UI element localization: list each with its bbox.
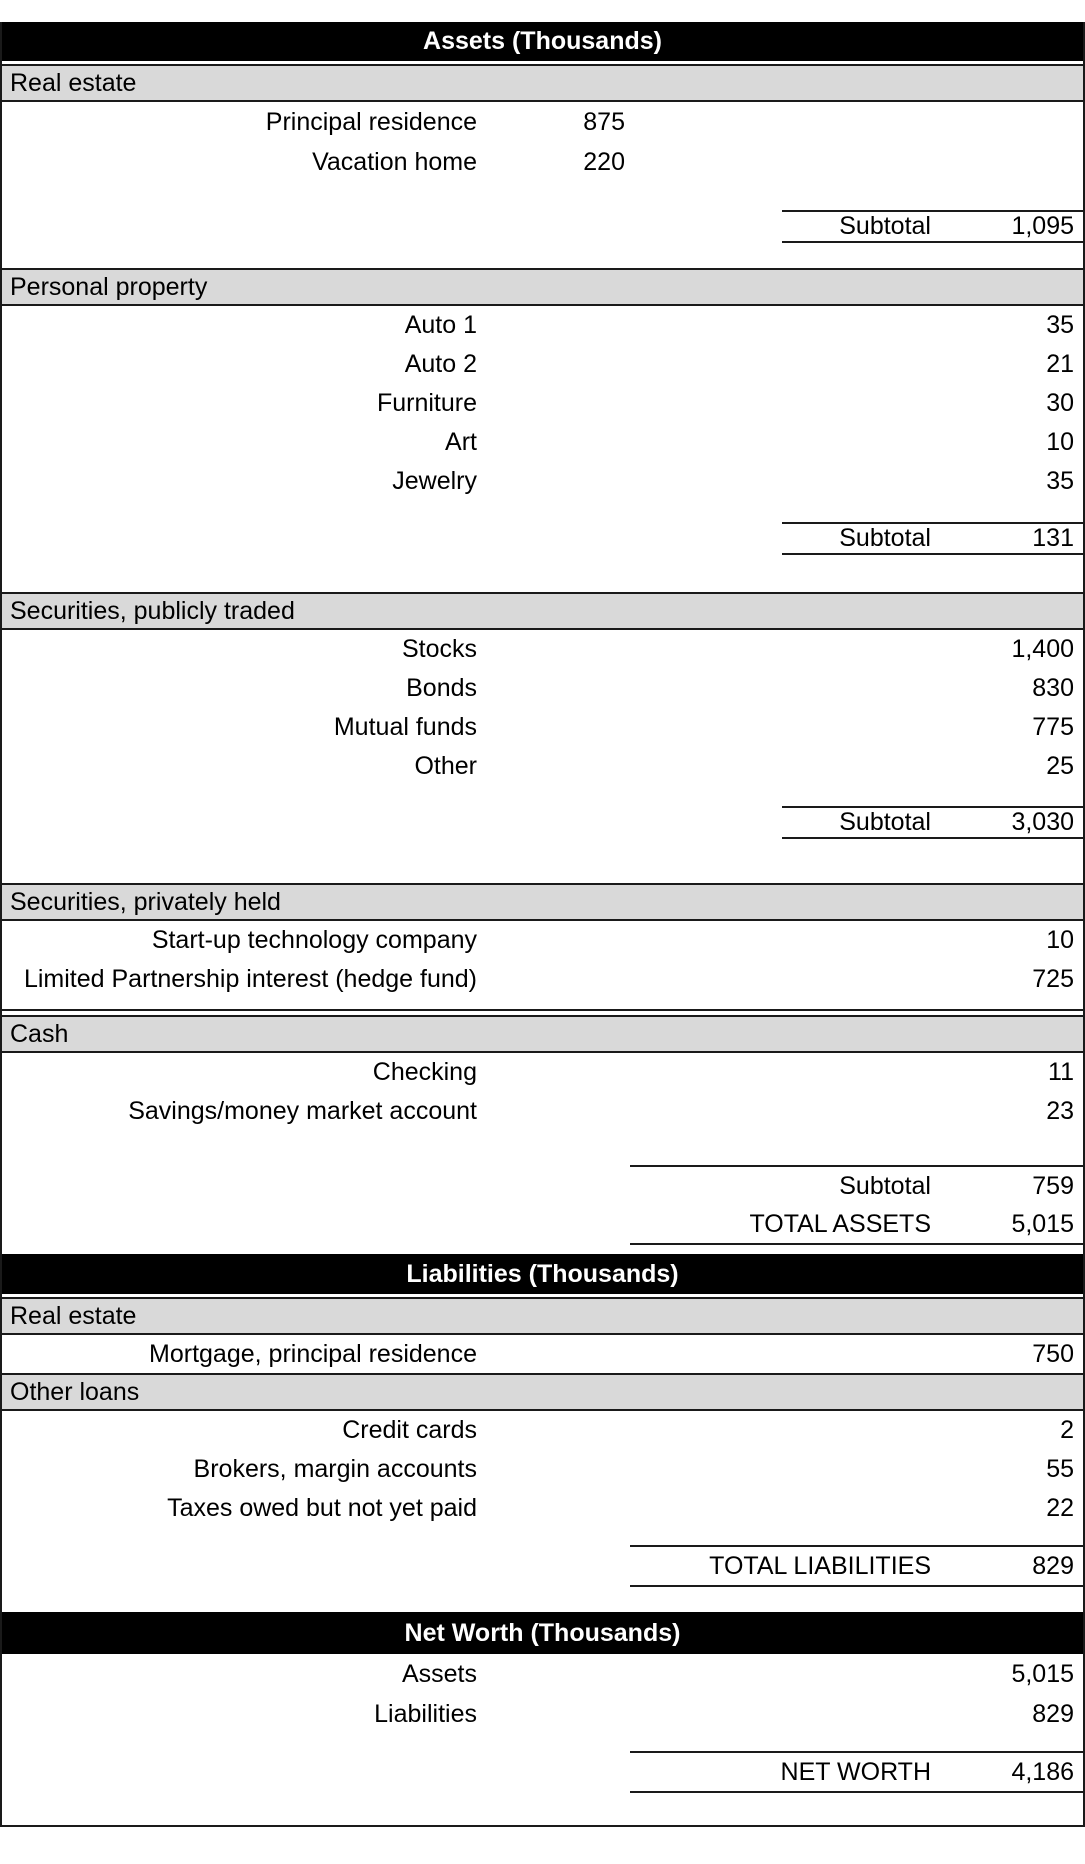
section-band-other-loans: [2, 1373, 1083, 1411]
row-value-mid: 875: [583, 107, 625, 136]
totals-block-liabilities: [630, 1545, 1083, 1587]
spacer: [2, 1734, 1083, 1751]
section-label: Personal property: [10, 272, 208, 301]
row-value: 830: [1032, 674, 1074, 702]
subtotal-label: Subtotal: [839, 1171, 931, 1200]
section-label: Real estate: [10, 68, 137, 97]
row-label: Mutual funds: [333, 713, 477, 741]
spacer: [2, 786, 1083, 806]
subtotal-value: 131: [1032, 524, 1074, 552]
table-row: [2, 1335, 1083, 1373]
row-label: Liabilities: [374, 1699, 477, 1728]
section-label: Securities, privately held: [10, 887, 281, 916]
table-row: [2, 1654, 1083, 1694]
row-value: 5,015: [1011, 1659, 1074, 1688]
table-row: [2, 960, 1083, 999]
subtotal-value: 1,095: [1011, 212, 1074, 240]
total-label: TOTAL ASSETS: [749, 1209, 931, 1238]
table-row: [2, 708, 1083, 747]
row-value: 829: [1032, 1699, 1074, 1728]
total-row: [630, 1753, 1083, 1791]
net-worth-title: Net Worth (Thousands): [404, 1618, 681, 1647]
table-row: [2, 1489, 1083, 1528]
table-row: [2, 669, 1083, 708]
row-value: 10: [1046, 926, 1074, 954]
spacer: [2, 999, 1083, 1009]
row-value: 1,400: [1011, 635, 1074, 663]
spacer: [2, 1245, 1083, 1254]
subtotal-label: Subtotal: [839, 212, 931, 240]
total-row: [630, 1205, 1083, 1243]
row-value: 775: [1032, 713, 1074, 741]
table-row: [2, 142, 1083, 182]
row-label: Art: [445, 428, 477, 456]
spacer: [2, 555, 1083, 592]
row-value: 2: [1060, 1416, 1074, 1444]
spacer: [2, 1587, 1083, 1612]
table-row: [2, 1694, 1083, 1734]
total-value: 829: [1032, 1551, 1074, 1580]
subtotal-row: [782, 808, 1083, 837]
table-row: [2, 345, 1083, 384]
net-worth-header-bar: [2, 1612, 1083, 1654]
spacer: [2, 182, 1083, 210]
liabilities-title: Liabilities (Thousands): [406, 1259, 679, 1288]
table-row: [2, 423, 1083, 462]
total-label: TOTAL LIABILITIES: [709, 1551, 931, 1580]
section-band-personal-property: [2, 268, 1083, 306]
section-label: Cash: [10, 1019, 69, 1048]
spacer: [2, 1793, 1083, 1825]
row-value: 25: [1046, 752, 1074, 780]
subtotal-label: Subtotal: [839, 808, 931, 836]
row-label: Assets: [401, 1659, 477, 1688]
subtotal-row: [782, 212, 1083, 241]
table-row: [2, 1450, 1083, 1489]
row-label: Taxes owed but not yet paid: [167, 1494, 477, 1522]
net-worth-statement: [0, 22, 1085, 1827]
section-band-cash: [2, 1015, 1083, 1053]
section-band-securities-public: [2, 592, 1083, 630]
row-value: 750: [1032, 1339, 1074, 1368]
section-band-real-estate: [2, 64, 1083, 102]
total-value: 5,015: [1011, 1209, 1074, 1238]
section-label: Real estate: [10, 1301, 137, 1330]
row-label: Stocks: [401, 635, 477, 663]
row-label: Credit cards: [342, 1416, 477, 1444]
row-value: 55: [1046, 1455, 1074, 1483]
total-value: 4,186: [1011, 1757, 1074, 1786]
row-value: 21: [1046, 350, 1074, 378]
row-label: Checking: [372, 1058, 477, 1086]
row-value-mid: 220: [583, 147, 625, 176]
row-label: Auto 2: [404, 350, 477, 378]
spacer: [2, 501, 1083, 522]
table-row: [2, 306, 1083, 345]
subtotal-row: [782, 524, 1083, 553]
assets-title: Assets (Thousands): [423, 27, 662, 55]
row-label: Bonds: [406, 674, 477, 702]
spacer: [2, 839, 1083, 883]
subtotal-label: Subtotal: [839, 524, 931, 552]
table-row: [2, 102, 1083, 142]
section-band-securities-private: [2, 883, 1083, 921]
row-label: Principal residence: [265, 107, 477, 136]
row-value: 35: [1046, 311, 1074, 339]
table-row: [2, 462, 1083, 501]
row-value: 22: [1046, 1494, 1074, 1522]
table-row: [2, 384, 1083, 423]
row-value: 35: [1046, 467, 1074, 495]
liabilities-header-bar: [2, 1254, 1083, 1294]
subtotal-block: [782, 522, 1083, 555]
table-row: [2, 1053, 1083, 1092]
spacer: [2, 1528, 1083, 1545]
table-row: [2, 1411, 1083, 1450]
table-row: [2, 921, 1083, 960]
assets-header-bar: [2, 22, 1083, 61]
subtotal-block: [782, 210, 1083, 243]
row-label: Brokers, margin accounts: [193, 1455, 477, 1483]
row-label: Start-up technology company: [151, 926, 477, 954]
total-label: NET WORTH: [780, 1757, 931, 1786]
section-band-liab-real-estate: [2, 1297, 1083, 1335]
row-value: 725: [1032, 965, 1074, 993]
row-label: Mortgage, principal residence: [149, 1339, 477, 1368]
row-value: 30: [1046, 389, 1074, 417]
table-row: [2, 630, 1083, 669]
subtotal-row: [630, 1167, 1083, 1205]
totals-block-assets: [630, 1165, 1083, 1245]
spacer: [2, 243, 1083, 268]
row-label: Auto 1: [404, 311, 477, 339]
subtotal-block: [782, 806, 1083, 839]
totals-block-net-worth: [630, 1751, 1083, 1793]
subtotal-value: 3,030: [1011, 808, 1074, 836]
section-label: Other loans: [10, 1377, 140, 1406]
row-value: 23: [1046, 1097, 1074, 1125]
section-label: Securities, publicly traded: [10, 596, 295, 625]
row-label: Jewelry: [392, 467, 477, 495]
subtotal-value: 759: [1032, 1171, 1074, 1200]
total-row: [630, 1547, 1083, 1585]
row-label: Other: [414, 752, 477, 780]
row-label: Furniture: [376, 389, 477, 417]
spacer: [2, 1131, 1083, 1165]
row-value: 11: [1048, 1058, 1074, 1086]
row-label: Limited Partnership interest (hedge fund): [23, 965, 477, 993]
table-row: [2, 1092, 1083, 1131]
table-row: [2, 747, 1083, 786]
row-value: 10: [1046, 428, 1074, 456]
row-label: Savings/money market account: [128, 1097, 477, 1125]
row-label: Vacation home: [312, 147, 477, 176]
